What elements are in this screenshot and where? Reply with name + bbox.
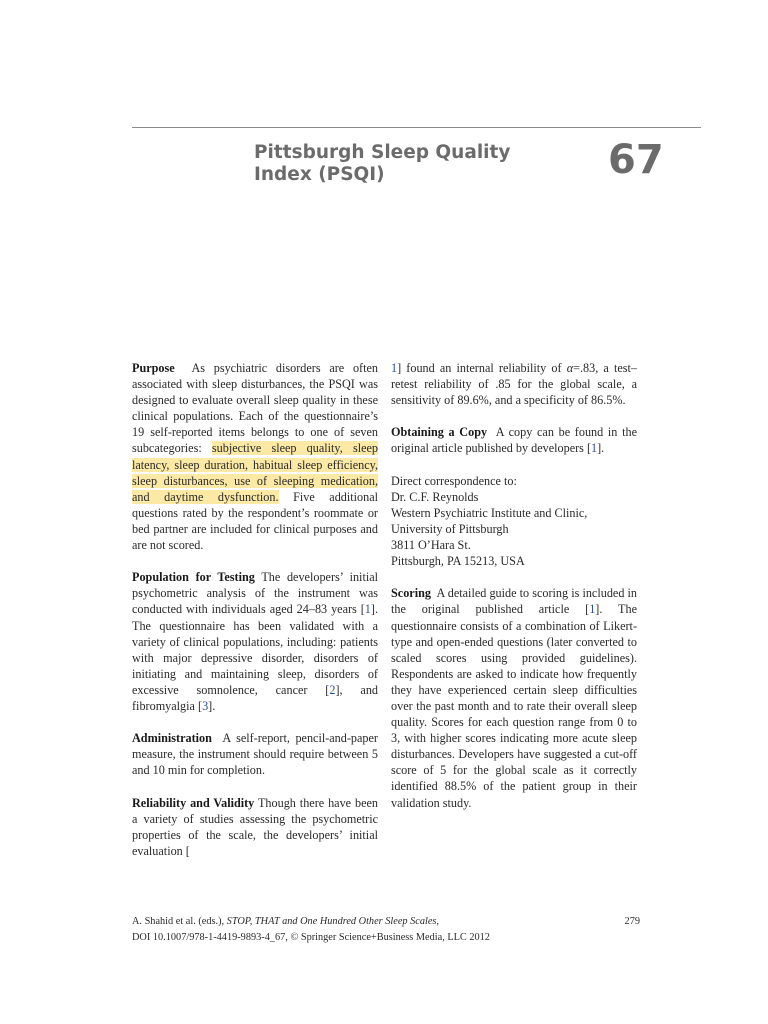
population-text: ]. — [208, 698, 216, 713]
left-column — [132, 360, 378, 875]
obtaining-text: ]. — [597, 441, 605, 456]
footer-book-title: STOP, THAT and One Hundred Other Sleep Scales, — [226, 916, 439, 927]
correspondence-intro: Direct correspondence to: — [391, 473, 517, 488]
citation-link[interactable]: 2 — [329, 682, 336, 697]
chapter-title-line2: Index (PSQI) — [254, 164, 385, 185]
administration-heading: Administration — [132, 731, 212, 746]
obtaining-section — [391, 424, 637, 456]
footer-doi-line: DOI 10.1007/978-1-4419-9893-4_67, © Springer Science+Business Media, LLC 2012 — [132, 932, 490, 943]
correspondence-block — [391, 473, 637, 570]
header-rule — [132, 127, 701, 128]
citation-link[interactable]: 1 — [589, 602, 596, 617]
scoring-text: A detailed guide to scoring is included in the original published article [ — [391, 586, 638, 617]
administration-section — [132, 730, 378, 778]
correspondence-street: 3811 O’Hara St. — [391, 538, 471, 553]
citation-link[interactable]: 1 — [364, 602, 371, 617]
chapter-number: 67 — [608, 137, 664, 183]
alpha-symbol: α — [566, 361, 574, 375]
obtaining-text: A copy can be found in the original article published by developers [ — [391, 425, 637, 456]
obtaining-heading: Obtaining a Copy — [391, 425, 488, 440]
footer-citation-line1 — [132, 914, 640, 930]
purpose-text: As psychiatric disorders are often associated with sleep disturbances, the PSQI was designed to evaluate overall sleep quality in these clinical populations. Each of the questionnaire’s 19 self-reported items belongs to one of seven subcategories: — [132, 361, 378, 456]
citation-link[interactable]: 1 — [591, 441, 598, 456]
scoring-text: ]. The questionnaire consists of a combination of Likert-type and open-ended questions (later converted to scaled scores using provided guidelines). Respondents are asked to indicate how frequently they have experienced certain sleep difficulties over the past month and to rate their overall sleep quality. Scores for each question range from 0 to 3, with higher scores indicating more acute sleep disturbances. Developers have suggested a cut-off score of 5 for the global scale as it correctly identified 88.5% of the patient group in their validation study. — [391, 602, 637, 810]
correspondence-name: Dr. C.F. Reynolds — [391, 489, 479, 504]
reliability-section-start — [132, 795, 378, 859]
chapter-title — [254, 142, 554, 186]
scoring-section — [391, 585, 637, 810]
purpose-highlight: subjective sleep quality, sleep latency, sleep duration, habitual sleep efficiency, sleep disturbances, use of sleeping medication, and daytime dysfunction. — [132, 441, 378, 504]
citation-link[interactable]: 1 — [391, 361, 398, 375]
reliability-text: ] found an internal reliability of — [397, 361, 567, 375]
reliability-text: =.83, a test–retest reliability of .85 for the global scale, a sensitivity of 89.6%, and a specificity of 86.5%. — [391, 361, 637, 408]
reliability-text: Though there have been a variety of studies assessing the psychometric properties of the scale, the developers’ initial evaluation [ — [132, 795, 378, 858]
chapter-title-line1: Pittsburgh Sleep Quality — [254, 142, 511, 163]
reliability-heading: Reliability and Validity — [132, 795, 255, 810]
footer-editors: A. Shahid et al. (eds.), — [132, 916, 225, 927]
page-footer — [132, 914, 640, 946]
population-text: The developers’ initial psychometric analysis of the instrument was conducted with individuals aged 24–83 years [ — [132, 570, 379, 617]
purpose-text-after: Five additional questions rated by the respondent’s roommate or bed partner are included for clinical purposes and are not scored. — [132, 489, 379, 553]
population-text: ]. The questionnaire has been validated with a variety of clinical populations, including: patients with major depressive disorder, disorders of initiating and maintaining sleep, disorders of excessive somnolence, cancer [ — [132, 602, 378, 697]
purpose-section — [132, 360, 378, 553]
purpose-heading: Purpose — [132, 361, 175, 375]
correspondence-city: Pittsburgh, PA 15213, USA — [391, 554, 525, 569]
citation-link[interactable]: 3 — [202, 698, 209, 713]
population-section — [132, 569, 378, 714]
population-text: ], and fibromyalgia [ — [132, 682, 379, 713]
population-heading: Population for Testing — [132, 570, 255, 585]
reliability-section-end — [391, 360, 637, 408]
right-column — [391, 360, 637, 827]
administration-text: A self-report, pencil-and-paper measure, the instrument should require between 5 and 10 min for completion. — [132, 731, 378, 778]
correspondence-institute: Western Psychiatric Institute and Clinic, University of Pittsburgh — [391, 505, 588, 536]
scoring-heading: Scoring — [391, 586, 431, 601]
page-number: 279 — [624, 916, 640, 927]
